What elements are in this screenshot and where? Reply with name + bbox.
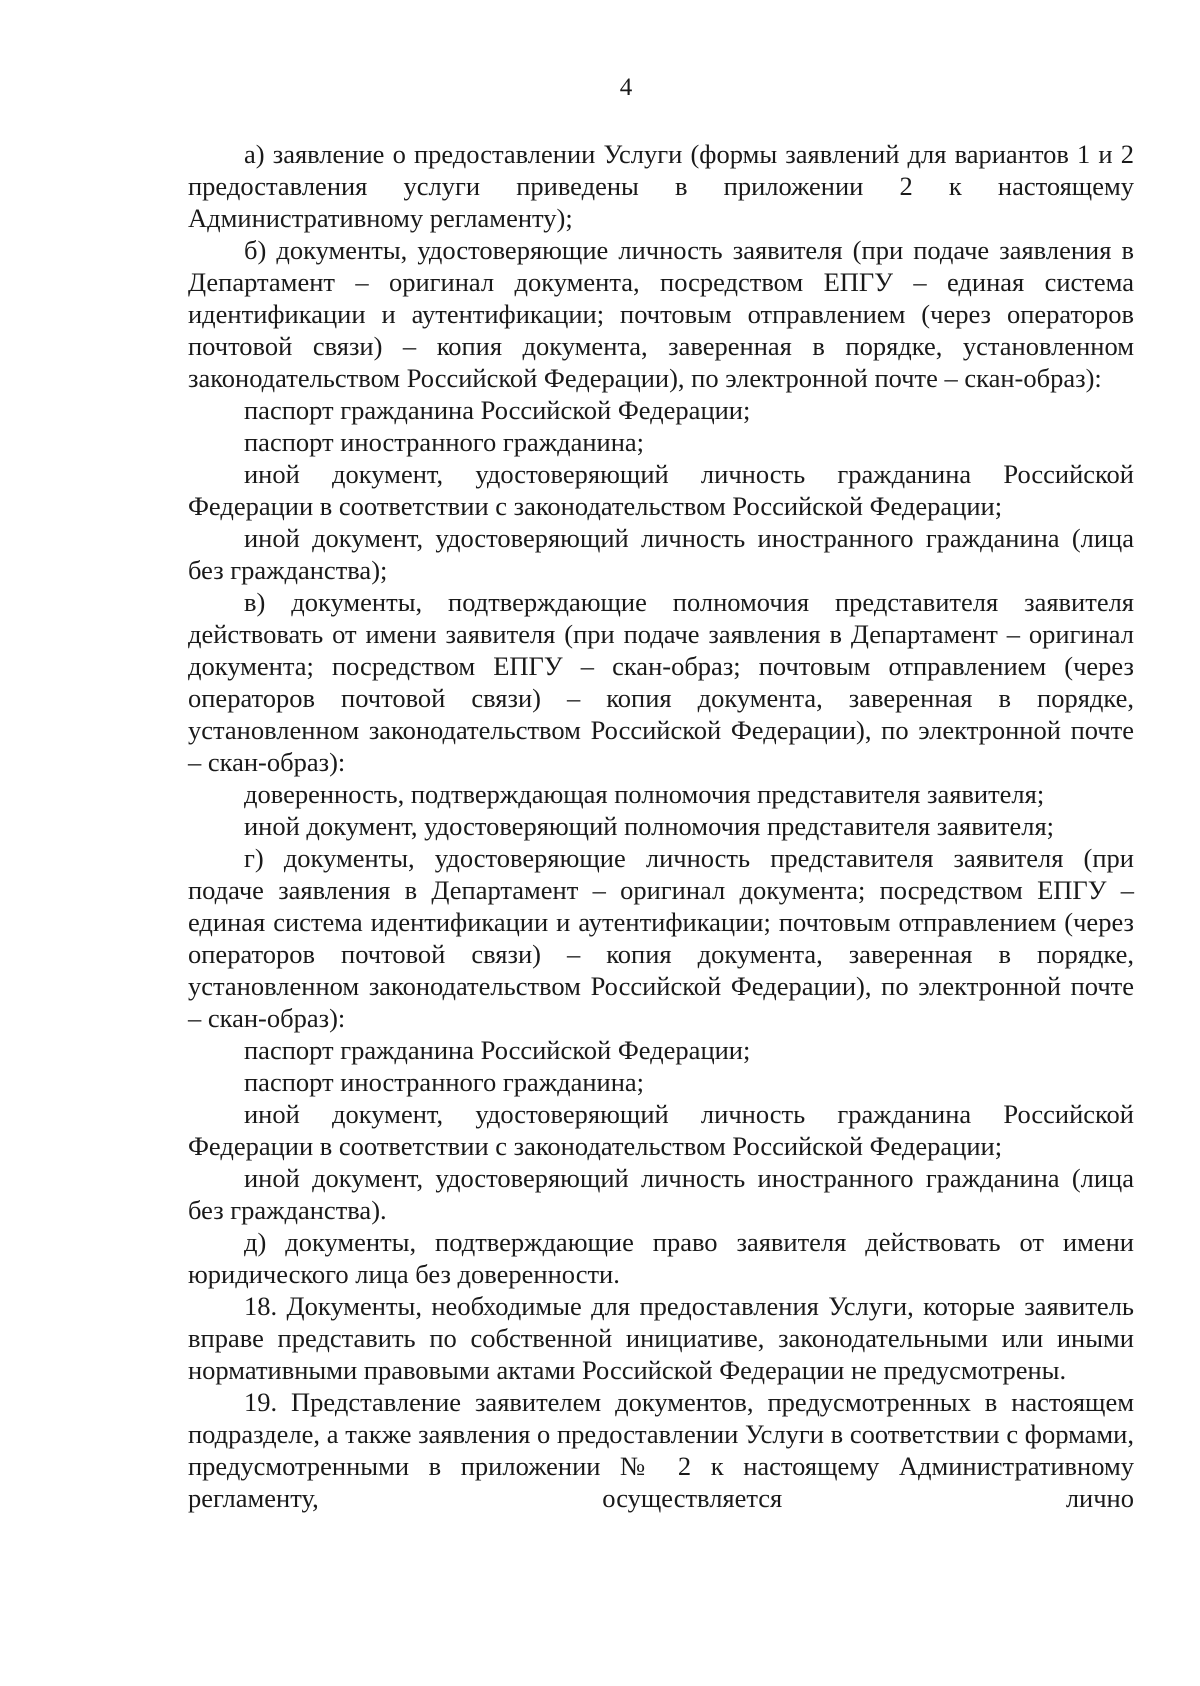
paragraph-a-application: а) заявление о предоставлении Услуги (формы заявлений для вариантов 1 и 2 предоставления услуги приведены в приложении 2 к настоящему Административному регламенту); <box>188 139 1134 233</box>
list-item-other-citizen-document: иной документ, удостоверяющий личность гражданина Российской Федерации в соответствии с законодательством Российской Федерации; <box>188 459 1134 521</box>
paragraph-d-legal-entity-right: д) документы, подтверждающие право заявителя действовать от имени юридического лица без доверенности. <box>188 1227 1134 1289</box>
page-number: 4 <box>619 74 633 101</box>
list-item-other-authority-document: иной документ, удостоверяющий полномочия представителя заявителя; <box>244 811 1055 841</box>
document-body <box>188 138 1134 1514</box>
list-item-foreign-passport-2: паспорт иностранного гражданина; <box>244 1067 644 1097</box>
list-item-russian-passport-2: паспорт гражданина Российской Федерации; <box>244 1035 751 1065</box>
paragraph-v-representative-authority: в) документы, подтверждающие полномочия представителя заявителя действовать от имени заявителя (при подаче заявления в Департамент – оригинал документа; посредством ЕПГУ – скан-образ; почтовым отправлением (через операторов почтовой связи) – копия документа, заверенная в порядке, установленном законодательством Российской Федерации), по электронной почте – скан-образ): <box>188 587 1134 777</box>
list-item-other-foreigner-document: иной документ, удостоверяющий личность иностранного гражданина (лица без гражданства); <box>188 523 1134 585</box>
paragraph-b-identity-documents: б) документы, удостоверяющие личность заявителя (при подаче заявления в Департамент – оригинал документа, посредством ЕПГУ – единая система идентификации и аутентификации; почтовым отправлением (через операторов почтовой связи) – копия документа, заверенная в порядке, установленном законодательством Российской Федерации), по электронной почте – скан-образ): <box>188 235 1134 393</box>
list-item-power-of-attorney: доверенность, подтверждающая полномочия представителя заявителя; <box>244 779 1045 809</box>
list-item-foreign-passport: паспорт иностранного гражданина; <box>244 427 644 457</box>
list-item-other-foreigner-document-2: иной документ, удостоверяющий личность иностранного гражданина (лица без гражданства). <box>188 1163 1134 1225</box>
paragraph-g-representative-identity: г) документы, удостоверяющие личность представителя заявителя (при подаче заявления в Департамент – оригинал документа; посредством ЕПГУ – единая система идентификации и аутентификации; почтовым отправлением (через операторов почтовой связи) – копия документа, заверенная в порядке, установленном законодательством Российской Федерации), по электронной почте – скан-образ): <box>188 843 1134 1033</box>
list-item-russian-passport: паспорт гражданина Российской Федерации; <box>244 395 751 425</box>
paragraph-18-optional-documents: 18. Документы, необходимые для предоставления Услуги, которые заявитель вправе представить по собственной инициативе, законодательными или иными нормативными правовыми актами Российской Федерации не предусмотрены. <box>188 1291 1134 1385</box>
list-item-other-citizen-document-2: иной документ, удостоверяющий личность гражданина Российской Федерации в соответствии с законодательством Российской Федерации; <box>188 1099 1134 1161</box>
paragraph-19-submission: 19. Представление заявителем документов, предусмотренных в настоящем подразделе, а также заявления о предоставлении Услуги в соответствии с формами, предусмотренными в приложении № 2 к настоящему Административному регламенту, осуществляется лично <box>188 1387 1134 1513</box>
